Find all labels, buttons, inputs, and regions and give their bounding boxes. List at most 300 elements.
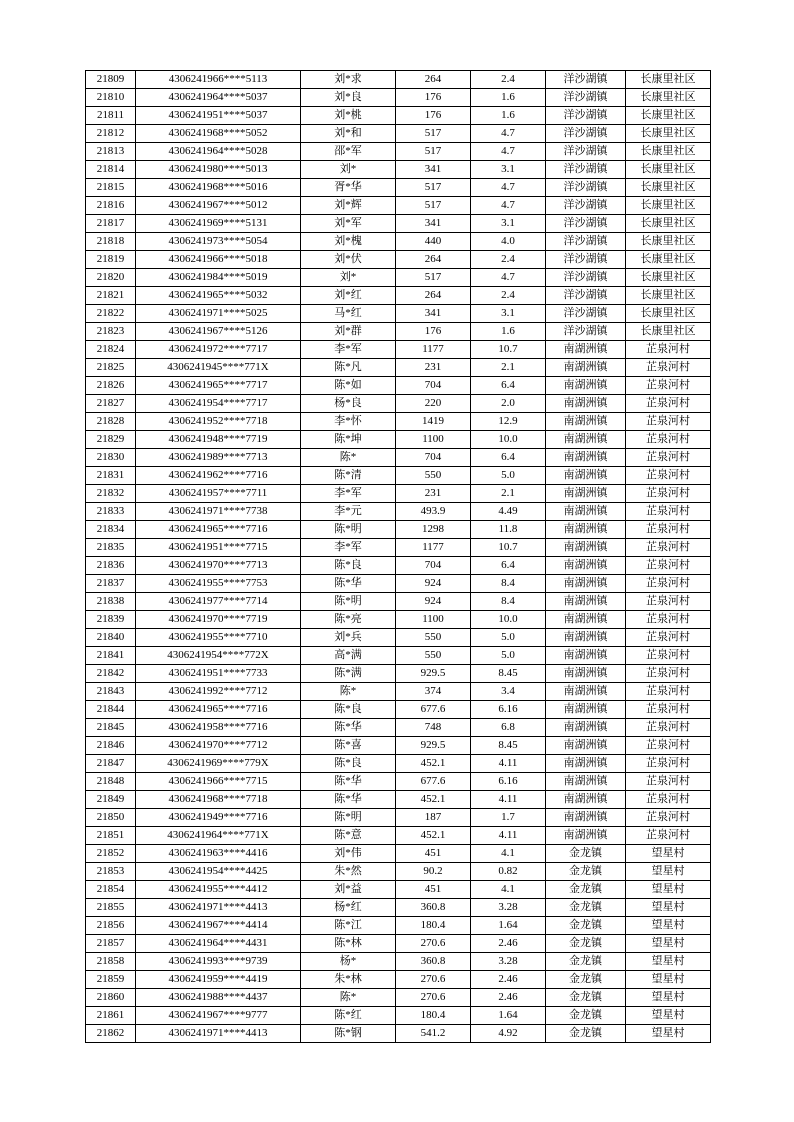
cell-rate: 4.7 bbox=[471, 269, 546, 287]
cell-town: 南湖洲镇 bbox=[546, 395, 626, 413]
table-row bbox=[86, 935, 711, 953]
cell-rate: 4.11 bbox=[471, 755, 546, 773]
table-row bbox=[86, 629, 711, 647]
cell-index: 21850 bbox=[86, 809, 136, 827]
cell-index: 21813 bbox=[86, 143, 136, 161]
cell-id_number: 4306241951****7715 bbox=[136, 539, 301, 557]
cell-id_number: 4306241989****7713 bbox=[136, 449, 301, 467]
cell-name: 李*军 bbox=[301, 539, 396, 557]
cell-index: 21835 bbox=[86, 539, 136, 557]
cell-index: 21825 bbox=[86, 359, 136, 377]
cell-rate: 11.8 bbox=[471, 521, 546, 539]
cell-name: 陈*满 bbox=[301, 665, 396, 683]
table-row bbox=[86, 755, 711, 773]
cell-town: 洋沙湖镇 bbox=[546, 233, 626, 251]
cell-name: 陈*华 bbox=[301, 719, 396, 737]
cell-town: 南湖洲镇 bbox=[546, 593, 626, 611]
table-row bbox=[86, 737, 711, 755]
table-row bbox=[86, 197, 711, 215]
cell-village: 芷泉河村 bbox=[626, 395, 711, 413]
cell-rate: 5.0 bbox=[471, 629, 546, 647]
cell-village: 长康里社区 bbox=[626, 125, 711, 143]
cell-id_number: 4306241980****5013 bbox=[136, 161, 301, 179]
table-row bbox=[86, 593, 711, 611]
cell-index: 21849 bbox=[86, 791, 136, 809]
cell-village: 长康里社区 bbox=[626, 179, 711, 197]
cell-town: 金龙镇 bbox=[546, 917, 626, 935]
cell-town: 洋沙湖镇 bbox=[546, 161, 626, 179]
cell-name: 陈*明 bbox=[301, 593, 396, 611]
cell-rate: 5.0 bbox=[471, 647, 546, 665]
cell-village: 望星村 bbox=[626, 953, 711, 971]
cell-amount: 341 bbox=[396, 215, 471, 233]
table-row bbox=[86, 413, 711, 431]
cell-town: 南湖洲镇 bbox=[546, 503, 626, 521]
cell-name: 刘*伏 bbox=[301, 251, 396, 269]
cell-town: 南湖洲镇 bbox=[546, 377, 626, 395]
cell-index: 21836 bbox=[86, 557, 136, 575]
cell-town: 南湖洲镇 bbox=[546, 413, 626, 431]
table-row bbox=[86, 611, 711, 629]
cell-rate: 8.4 bbox=[471, 575, 546, 593]
cell-town: 南湖洲镇 bbox=[546, 467, 626, 485]
cell-rate: 4.1 bbox=[471, 845, 546, 863]
cell-index: 21829 bbox=[86, 431, 136, 449]
cell-rate: 2.46 bbox=[471, 971, 546, 989]
cell-id_number: 4306241970****7719 bbox=[136, 611, 301, 629]
table-row bbox=[86, 1007, 711, 1025]
cell-village: 芷泉河村 bbox=[626, 809, 711, 827]
cell-amount: 1100 bbox=[396, 431, 471, 449]
cell-id_number: 4306241965****7717 bbox=[136, 377, 301, 395]
cell-town: 南湖洲镇 bbox=[546, 341, 626, 359]
cell-index: 21856 bbox=[86, 917, 136, 935]
cell-id_number: 4306241951****7733 bbox=[136, 665, 301, 683]
cell-id_number: 4306241973****5054 bbox=[136, 233, 301, 251]
cell-id_number: 4306241988****4437 bbox=[136, 989, 301, 1007]
cell-rate: 4.7 bbox=[471, 125, 546, 143]
cell-name: 陈*华 bbox=[301, 575, 396, 593]
cell-town: 南湖洲镇 bbox=[546, 719, 626, 737]
cell-name: 李*元 bbox=[301, 503, 396, 521]
cell-amount: 550 bbox=[396, 467, 471, 485]
table-row bbox=[86, 557, 711, 575]
table-row bbox=[86, 341, 711, 359]
cell-amount: 180.4 bbox=[396, 1007, 471, 1025]
cell-id_number: 4306241971****4413 bbox=[136, 1025, 301, 1043]
cell-amount: 550 bbox=[396, 647, 471, 665]
cell-id_number: 4306241972****7717 bbox=[136, 341, 301, 359]
cell-name: 刘*益 bbox=[301, 881, 396, 899]
cell-name: 陈*如 bbox=[301, 377, 396, 395]
cell-village: 芷泉河村 bbox=[626, 449, 711, 467]
cell-village: 望星村 bbox=[626, 881, 711, 899]
cell-town: 洋沙湖镇 bbox=[546, 125, 626, 143]
cell-rate: 4.92 bbox=[471, 1025, 546, 1043]
cell-index: 21842 bbox=[86, 665, 136, 683]
cell-rate: 2.46 bbox=[471, 935, 546, 953]
table-row bbox=[86, 665, 711, 683]
table-row bbox=[86, 791, 711, 809]
cell-amount: 517 bbox=[396, 269, 471, 287]
cell-index: 21848 bbox=[86, 773, 136, 791]
cell-amount: 374 bbox=[396, 683, 471, 701]
table-row bbox=[86, 305, 711, 323]
cell-rate: 4.11 bbox=[471, 827, 546, 845]
cell-village: 望星村 bbox=[626, 989, 711, 1007]
cell-village: 芷泉河村 bbox=[626, 719, 711, 737]
cell-index: 21817 bbox=[86, 215, 136, 233]
cell-index: 21831 bbox=[86, 467, 136, 485]
cell-town: 南湖洲镇 bbox=[546, 755, 626, 773]
cell-id_number: 4306241949****7716 bbox=[136, 809, 301, 827]
cell-village: 长康里社区 bbox=[626, 287, 711, 305]
cell-id_number: 4306241955****4412 bbox=[136, 881, 301, 899]
cell-id_number: 4306241965****5032 bbox=[136, 287, 301, 305]
cell-name: 陈* bbox=[301, 683, 396, 701]
cell-id_number: 4306241955****7753 bbox=[136, 575, 301, 593]
cell-index: 21833 bbox=[86, 503, 136, 521]
table-row bbox=[86, 89, 711, 107]
cell-town: 洋沙湖镇 bbox=[546, 89, 626, 107]
cell-name: 陈*红 bbox=[301, 1007, 396, 1025]
cell-village: 望星村 bbox=[626, 971, 711, 989]
table-row bbox=[86, 647, 711, 665]
cell-amount: 360.8 bbox=[396, 899, 471, 917]
cell-village: 望星村 bbox=[626, 1025, 711, 1043]
table-row bbox=[86, 1025, 711, 1043]
cell-town: 金龙镇 bbox=[546, 935, 626, 953]
cell-index: 21811 bbox=[86, 107, 136, 125]
cell-town: 金龙镇 bbox=[546, 989, 626, 1007]
cell-index: 21862 bbox=[86, 1025, 136, 1043]
cell-rate: 12.9 bbox=[471, 413, 546, 431]
cell-rate: 6.4 bbox=[471, 449, 546, 467]
cell-amount: 1100 bbox=[396, 611, 471, 629]
cell-name: 杨*良 bbox=[301, 395, 396, 413]
cell-town: 南湖洲镇 bbox=[546, 701, 626, 719]
cell-id_number: 4306241966****5113 bbox=[136, 71, 301, 89]
cell-name: 刘*群 bbox=[301, 323, 396, 341]
cell-name: 邵*军 bbox=[301, 143, 396, 161]
table-row bbox=[86, 287, 711, 305]
cell-rate: 6.4 bbox=[471, 377, 546, 395]
cell-amount: 924 bbox=[396, 575, 471, 593]
cell-amount: 187 bbox=[396, 809, 471, 827]
cell-village: 芷泉河村 bbox=[626, 431, 711, 449]
cell-name: 刘*红 bbox=[301, 287, 396, 305]
cell-id_number: 4306241993****9739 bbox=[136, 953, 301, 971]
table-row bbox=[86, 395, 711, 413]
table-row bbox=[86, 431, 711, 449]
cell-name: 朱*然 bbox=[301, 863, 396, 881]
cell-index: 21860 bbox=[86, 989, 136, 1007]
table-row bbox=[86, 917, 711, 935]
cell-amount: 264 bbox=[396, 71, 471, 89]
cell-town: 洋沙湖镇 bbox=[546, 143, 626, 161]
cell-rate: 10.0 bbox=[471, 611, 546, 629]
table-row bbox=[86, 161, 711, 179]
table-row bbox=[86, 683, 711, 701]
table-row bbox=[86, 863, 711, 881]
cell-village: 芷泉河村 bbox=[626, 665, 711, 683]
cell-index: 21834 bbox=[86, 521, 136, 539]
cell-amount: 270.6 bbox=[396, 989, 471, 1007]
cell-village: 芷泉河村 bbox=[626, 467, 711, 485]
cell-index: 21830 bbox=[86, 449, 136, 467]
cell-town: 洋沙湖镇 bbox=[546, 287, 626, 305]
cell-name: 刘*良 bbox=[301, 89, 396, 107]
cell-amount: 541.2 bbox=[396, 1025, 471, 1043]
cell-town: 南湖洲镇 bbox=[546, 521, 626, 539]
cell-village: 芷泉河村 bbox=[626, 737, 711, 755]
cell-town: 洋沙湖镇 bbox=[546, 107, 626, 125]
cell-village: 芷泉河村 bbox=[626, 359, 711, 377]
cell-village: 芷泉河村 bbox=[626, 539, 711, 557]
cell-village: 长康里社区 bbox=[626, 71, 711, 89]
cell-id_number: 4306241945****771X bbox=[136, 359, 301, 377]
cell-village: 长康里社区 bbox=[626, 233, 711, 251]
cell-name: 陈*凡 bbox=[301, 359, 396, 377]
cell-amount: 929.5 bbox=[396, 737, 471, 755]
table-row bbox=[86, 539, 711, 557]
cell-name: 陈*喜 bbox=[301, 737, 396, 755]
cell-village: 长康里社区 bbox=[626, 251, 711, 269]
cell-village: 芷泉河村 bbox=[626, 575, 711, 593]
cell-index: 21844 bbox=[86, 701, 136, 719]
cell-amount: 264 bbox=[396, 287, 471, 305]
cell-name: 陈*清 bbox=[301, 467, 396, 485]
cell-village: 芷泉河村 bbox=[626, 701, 711, 719]
table-row bbox=[86, 107, 711, 125]
cell-amount: 517 bbox=[396, 143, 471, 161]
cell-amount: 452.1 bbox=[396, 791, 471, 809]
cell-rate: 1.6 bbox=[471, 323, 546, 341]
cell-id_number: 4306241964****4431 bbox=[136, 935, 301, 953]
cell-id_number: 4306241970****7713 bbox=[136, 557, 301, 575]
cell-id_number: 4306241964****771X bbox=[136, 827, 301, 845]
cell-index: 21845 bbox=[86, 719, 136, 737]
cell-name: 陈*明 bbox=[301, 809, 396, 827]
table-row bbox=[86, 233, 711, 251]
cell-rate: 4.7 bbox=[471, 197, 546, 215]
cell-id_number: 4306241955****7710 bbox=[136, 629, 301, 647]
cell-index: 21840 bbox=[86, 629, 136, 647]
cell-rate: 3.28 bbox=[471, 899, 546, 917]
cell-id_number: 4306241969****5131 bbox=[136, 215, 301, 233]
cell-village: 芷泉河村 bbox=[626, 557, 711, 575]
cell-name: 陈*良 bbox=[301, 557, 396, 575]
cell-rate: 1.64 bbox=[471, 1007, 546, 1025]
cell-name: 刘*辉 bbox=[301, 197, 396, 215]
cell-village: 芷泉河村 bbox=[626, 791, 711, 809]
cell-town: 金龙镇 bbox=[546, 971, 626, 989]
cell-town: 金龙镇 bbox=[546, 953, 626, 971]
cell-name: 陈*良 bbox=[301, 701, 396, 719]
cell-rate: 6.4 bbox=[471, 557, 546, 575]
cell-index: 21841 bbox=[86, 647, 136, 665]
cell-index: 21858 bbox=[86, 953, 136, 971]
cell-rate: 8.45 bbox=[471, 737, 546, 755]
cell-town: 洋沙湖镇 bbox=[546, 269, 626, 287]
cell-town: 金龙镇 bbox=[546, 1007, 626, 1025]
cell-amount: 176 bbox=[396, 89, 471, 107]
table-row bbox=[86, 827, 711, 845]
cell-village: 望星村 bbox=[626, 863, 711, 881]
cell-id_number: 4306241967****9777 bbox=[136, 1007, 301, 1025]
cell-name: 陈* bbox=[301, 989, 396, 1007]
cell-rate: 3.1 bbox=[471, 305, 546, 323]
cell-amount: 1177 bbox=[396, 341, 471, 359]
table-row bbox=[86, 125, 711, 143]
cell-amount: 929.5 bbox=[396, 665, 471, 683]
table-row bbox=[86, 179, 711, 197]
cell-rate: 3.4 bbox=[471, 683, 546, 701]
cell-amount: 176 bbox=[396, 107, 471, 125]
cell-index: 21851 bbox=[86, 827, 136, 845]
cell-id_number: 4306241951****5037 bbox=[136, 107, 301, 125]
cell-index: 21857 bbox=[86, 935, 136, 953]
cell-index: 21847 bbox=[86, 755, 136, 773]
cell-village: 芷泉河村 bbox=[626, 629, 711, 647]
cell-village: 望星村 bbox=[626, 935, 711, 953]
cell-town: 金龙镇 bbox=[546, 881, 626, 899]
cell-amount: 440 bbox=[396, 233, 471, 251]
cell-town: 南湖洲镇 bbox=[546, 809, 626, 827]
cell-id_number: 4306241966****5018 bbox=[136, 251, 301, 269]
cell-index: 21824 bbox=[86, 341, 136, 359]
cell-amount: 231 bbox=[396, 359, 471, 377]
cell-name: 杨*红 bbox=[301, 899, 396, 917]
cell-town: 南湖洲镇 bbox=[546, 683, 626, 701]
cell-name: 陈*良 bbox=[301, 755, 396, 773]
table-row bbox=[86, 215, 711, 233]
cell-rate: 2.1 bbox=[471, 359, 546, 377]
cell-index: 21818 bbox=[86, 233, 136, 251]
cell-town: 南湖洲镇 bbox=[546, 611, 626, 629]
cell-rate: 4.0 bbox=[471, 233, 546, 251]
cell-id_number: 4306241954****772X bbox=[136, 647, 301, 665]
cell-village: 望星村 bbox=[626, 1007, 711, 1025]
cell-town: 南湖洲镇 bbox=[546, 557, 626, 575]
cell-rate: 6.16 bbox=[471, 701, 546, 719]
cell-town: 金龙镇 bbox=[546, 1025, 626, 1043]
cell-name: 刘* bbox=[301, 269, 396, 287]
cell-name: 刘*求 bbox=[301, 71, 396, 89]
cell-id_number: 4306241957****7711 bbox=[136, 485, 301, 503]
cell-index: 21853 bbox=[86, 863, 136, 881]
cell-town: 洋沙湖镇 bbox=[546, 71, 626, 89]
cell-town: 金龙镇 bbox=[546, 863, 626, 881]
cell-amount: 451 bbox=[396, 881, 471, 899]
cell-amount: 360.8 bbox=[396, 953, 471, 971]
cell-town: 南湖洲镇 bbox=[546, 575, 626, 593]
cell-amount: 493.9 bbox=[396, 503, 471, 521]
cell-amount: 517 bbox=[396, 197, 471, 215]
cell-village: 芷泉河村 bbox=[626, 611, 711, 629]
cell-name: 刘*槐 bbox=[301, 233, 396, 251]
cell-index: 21823 bbox=[86, 323, 136, 341]
cell-town: 南湖洲镇 bbox=[546, 647, 626, 665]
cell-town: 洋沙湖镇 bbox=[546, 197, 626, 215]
cell-village: 芷泉河村 bbox=[626, 521, 711, 539]
cell-rate: 6.16 bbox=[471, 773, 546, 791]
cell-id_number: 4306241962****7716 bbox=[136, 467, 301, 485]
cell-village: 芷泉河村 bbox=[626, 593, 711, 611]
table-row bbox=[86, 575, 711, 593]
cell-name: 陈*钢 bbox=[301, 1025, 396, 1043]
table-row bbox=[86, 269, 711, 287]
cell-id_number: 4306241959****4419 bbox=[136, 971, 301, 989]
cell-village: 芷泉河村 bbox=[626, 485, 711, 503]
cell-rate: 1.7 bbox=[471, 809, 546, 827]
table-row bbox=[86, 71, 711, 89]
cell-rate: 8.4 bbox=[471, 593, 546, 611]
cell-amount: 1177 bbox=[396, 539, 471, 557]
cell-town: 洋沙湖镇 bbox=[546, 251, 626, 269]
cell-id_number: 4306241967****5126 bbox=[136, 323, 301, 341]
cell-rate: 10.0 bbox=[471, 431, 546, 449]
cell-village: 长康里社区 bbox=[626, 215, 711, 233]
cell-rate: 2.4 bbox=[471, 251, 546, 269]
cell-village: 芷泉河村 bbox=[626, 377, 711, 395]
cell-amount: 451 bbox=[396, 845, 471, 863]
table-row bbox=[86, 701, 711, 719]
cell-index: 21809 bbox=[86, 71, 136, 89]
cell-id_number: 4306241971****4413 bbox=[136, 899, 301, 917]
cell-rate: 3.1 bbox=[471, 215, 546, 233]
cell-name: 陈*亮 bbox=[301, 611, 396, 629]
cell-name: 陈*华 bbox=[301, 773, 396, 791]
cell-rate: 2.1 bbox=[471, 485, 546, 503]
cell-name: 刘*伟 bbox=[301, 845, 396, 863]
cell-rate: 2.46 bbox=[471, 989, 546, 1007]
cell-village: 芷泉河村 bbox=[626, 827, 711, 845]
cell-id_number: 4306241964****5028 bbox=[136, 143, 301, 161]
cell-index: 21816 bbox=[86, 197, 136, 215]
cell-village: 芷泉河村 bbox=[626, 683, 711, 701]
cell-amount: 1298 bbox=[396, 521, 471, 539]
cell-id_number: 4306241964****5037 bbox=[136, 89, 301, 107]
cell-id_number: 4306241970****7712 bbox=[136, 737, 301, 755]
cell-amount: 1419 bbox=[396, 413, 471, 431]
cell-name: 陈*华 bbox=[301, 791, 396, 809]
cell-town: 洋沙湖镇 bbox=[546, 305, 626, 323]
cell-id_number: 4306241984****5019 bbox=[136, 269, 301, 287]
cell-rate: 1.6 bbox=[471, 107, 546, 125]
cell-village: 望星村 bbox=[626, 899, 711, 917]
cell-amount: 550 bbox=[396, 629, 471, 647]
cell-rate: 8.45 bbox=[471, 665, 546, 683]
cell-village: 长康里社区 bbox=[626, 305, 711, 323]
cell-village: 芷泉河村 bbox=[626, 755, 711, 773]
cell-name: 陈* bbox=[301, 449, 396, 467]
cell-id_number: 4306241966****7715 bbox=[136, 773, 301, 791]
cell-town: 金龙镇 bbox=[546, 899, 626, 917]
cell-amount: 341 bbox=[396, 305, 471, 323]
cell-index: 21820 bbox=[86, 269, 136, 287]
cell-id_number: 4306241965****7716 bbox=[136, 701, 301, 719]
cell-index: 21855 bbox=[86, 899, 136, 917]
cell-id_number: 4306241963****4416 bbox=[136, 845, 301, 863]
cell-village: 长康里社区 bbox=[626, 107, 711, 125]
cell-amount: 704 bbox=[396, 557, 471, 575]
table-row bbox=[86, 881, 711, 899]
cell-amount: 270.6 bbox=[396, 971, 471, 989]
cell-amount: 748 bbox=[396, 719, 471, 737]
table-row bbox=[86, 377, 711, 395]
cell-rate: 4.7 bbox=[471, 143, 546, 161]
